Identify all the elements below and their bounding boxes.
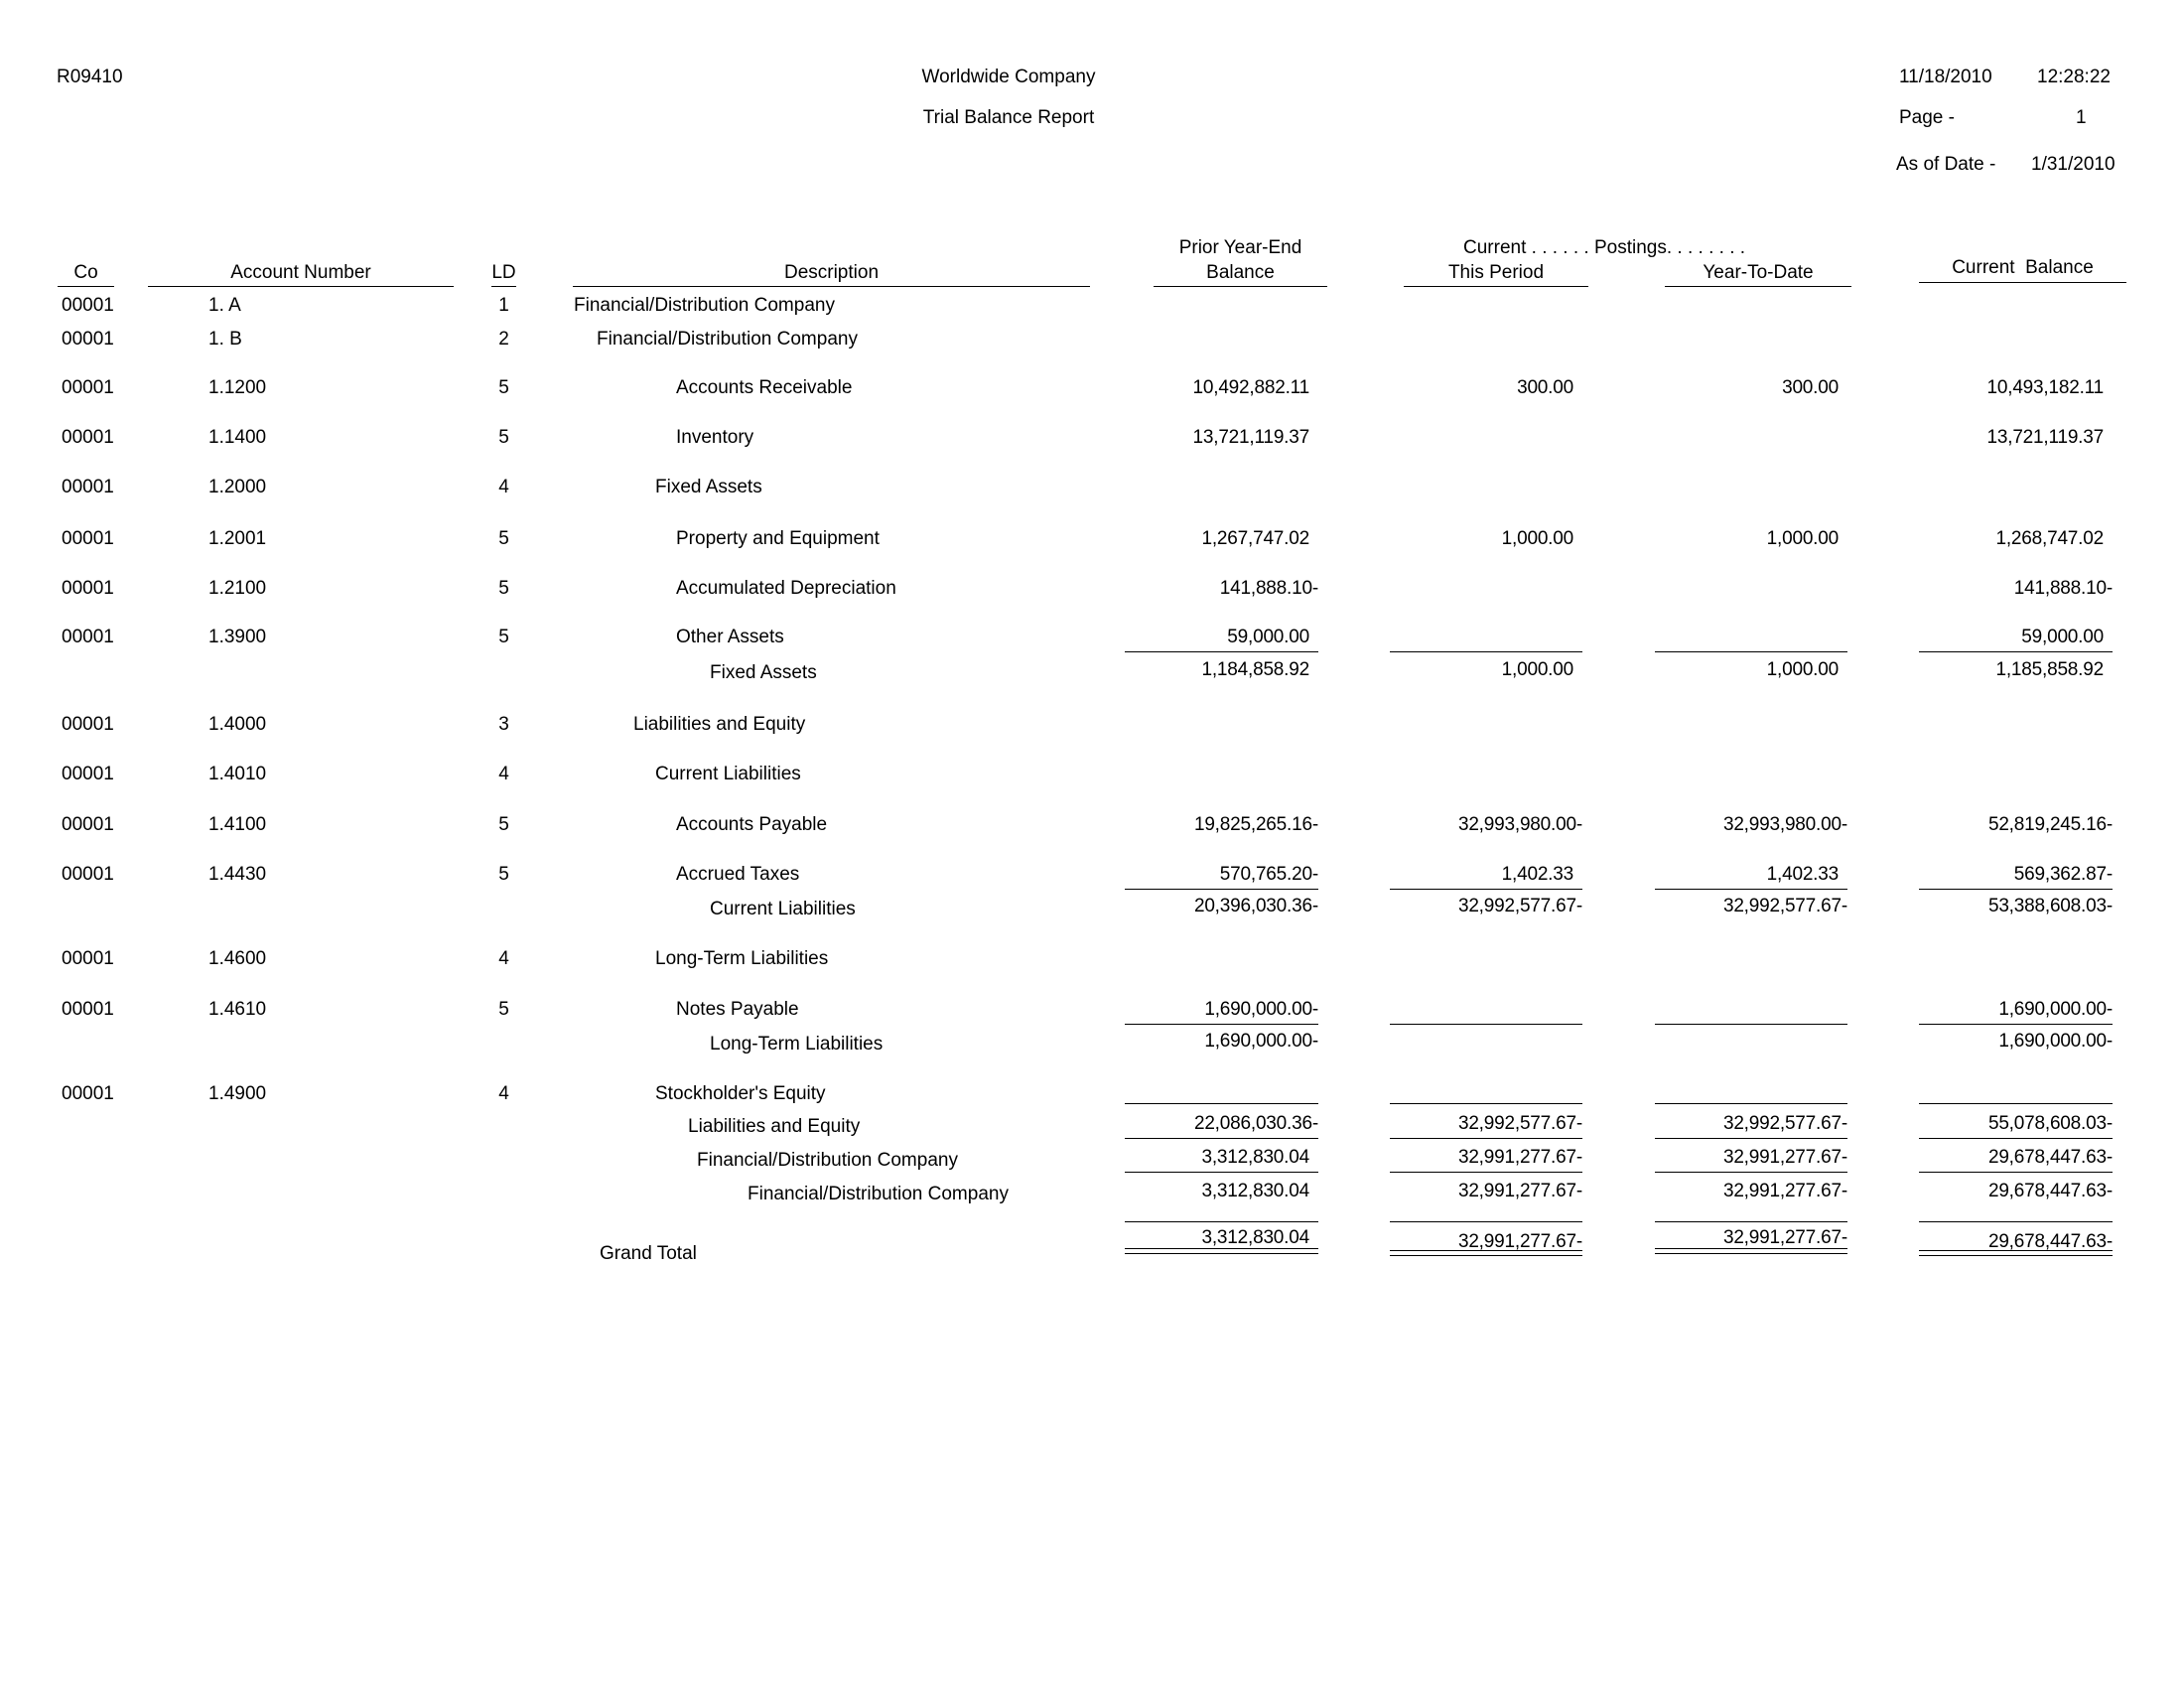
row-description: Liabilities and Equity xyxy=(633,714,806,735)
row-period-rule xyxy=(1390,651,1582,652)
print-date: 11/18/2010 xyxy=(1899,67,1992,87)
column-header-ld: LD xyxy=(491,262,516,283)
row-description: Fixed Assets xyxy=(710,662,817,683)
row-current-amount: 1,185,858.92 xyxy=(1995,659,2104,680)
column-header-this-period: This Period xyxy=(1447,262,1545,283)
row-period-rule xyxy=(1390,1024,1582,1025)
row-description: Liabilities and Equity xyxy=(688,1116,861,1137)
column-header-year-to-date-underline xyxy=(1665,286,1851,287)
grand-total-top-rule-year-to-date xyxy=(1655,1221,1847,1222)
row-period-rule xyxy=(1390,1138,1582,1139)
row-co: 00001 xyxy=(62,329,114,350)
row-prior-amount: 3,312,830.04 xyxy=(1201,1181,1309,1201)
row-description: Current Liabilities xyxy=(655,764,801,784)
row-ld: 2 xyxy=(498,329,509,350)
row-description: Property and Equipment xyxy=(676,528,880,549)
row-ytd-amount: 32,992,577.67- xyxy=(1722,1113,1847,1134)
row-period-amount: 32,991,277.67- xyxy=(1457,1181,1582,1201)
row-description: Financial/Distribution Company xyxy=(748,1184,1009,1204)
row-prior-rule-above xyxy=(1125,1103,1318,1104)
row-account-number: 1.1200 xyxy=(208,377,267,398)
row-description: Accumulated Depreciation xyxy=(676,578,896,599)
grand-total-label: Grand Total xyxy=(600,1243,697,1264)
grand-total-this-period: 32,991,277.67- xyxy=(1457,1231,1582,1252)
row-current-rule xyxy=(1919,1138,2113,1139)
row-ld: 4 xyxy=(498,948,509,969)
column-header-prior-line2: Balance xyxy=(1206,262,1275,283)
page-number: 1 xyxy=(2076,107,2087,128)
row-period-amount: 1,000.00 xyxy=(1501,528,1573,549)
row-account-number: 1. B xyxy=(208,329,242,350)
row-period-amount: 32,992,577.67- xyxy=(1457,896,1582,916)
row-ytd-rule xyxy=(1655,651,1847,652)
column-header-current-balance-underline xyxy=(1919,282,2126,283)
row-account-number: 1.3900 xyxy=(208,627,267,647)
row-account-number: 1.4430 xyxy=(208,864,267,885)
row-account-number: 1.2000 xyxy=(208,477,267,497)
row-current-amount: 53,388,608.03- xyxy=(1987,896,2113,916)
row-prior-amount: 1,690,000.00- xyxy=(1204,999,1318,1020)
row-co: 00001 xyxy=(62,1083,114,1104)
row-ytd-amount: 1,000.00 xyxy=(1766,528,1839,549)
column-header-this-period-underline xyxy=(1404,286,1588,287)
row-prior-amount: 22,086,030.36- xyxy=(1193,1113,1318,1134)
grand-total-double-rule-current xyxy=(1919,1250,2113,1256)
row-prior-amount: 1,690,000.00- xyxy=(1204,1031,1318,1052)
row-ld: 5 xyxy=(498,578,509,599)
row-ytd-rule xyxy=(1655,889,1847,890)
column-header-description: Description xyxy=(783,262,880,283)
row-period-amount: 32,993,980.00- xyxy=(1457,814,1582,835)
row-description: Financial/Distribution Company xyxy=(697,1150,958,1171)
grand-total-prior: 3,312,830.04 xyxy=(1201,1227,1309,1248)
grand-total-double-rule-this-period xyxy=(1390,1250,1582,1256)
row-ld: 5 xyxy=(498,864,509,885)
row-co: 00001 xyxy=(62,477,114,497)
row-ytd-amount: 1,402.33 xyxy=(1766,864,1839,885)
row-description: Long-Term Liabilities xyxy=(710,1034,884,1055)
column-header-current-balance: Current Balance xyxy=(1952,257,2094,278)
row-co: 00001 xyxy=(62,377,114,398)
row-co: 00001 xyxy=(62,627,114,647)
report-title: Trial Balance Report xyxy=(922,107,1095,128)
row-description: Notes Payable xyxy=(676,999,799,1020)
row-prior-amount: 141,888.10- xyxy=(1219,578,1318,599)
row-account-number: 1.4610 xyxy=(208,999,267,1020)
column-header-ld-underline xyxy=(491,286,516,287)
row-period-amount: 1,402.33 xyxy=(1501,864,1573,885)
row-prior-rule xyxy=(1125,651,1318,652)
row-co: 00001 xyxy=(62,864,114,885)
row-current-amount: 13,721,119.37 xyxy=(1986,427,2104,448)
column-header-year-to-date: Year-To-Date xyxy=(1703,262,1814,283)
row-description: Fixed Assets xyxy=(655,477,762,497)
row-current-amount: 1,690,000.00- xyxy=(1998,999,2113,1020)
row-description: Accounts Receivable xyxy=(676,377,853,398)
row-description: Long-Term Liabilities xyxy=(655,948,829,969)
row-ld: 5 xyxy=(498,627,509,647)
row-period-amount: 300.00 xyxy=(1517,377,1573,398)
row-current-amount: 29,678,447.63- xyxy=(1987,1147,2113,1168)
grand-total-top-rule-prior xyxy=(1125,1221,1318,1222)
row-prior-amount: 1,184,858.92 xyxy=(1201,659,1309,680)
row-account-number: 1.4000 xyxy=(208,714,267,735)
row-ld: 5 xyxy=(498,528,509,549)
row-current-rule xyxy=(1919,1172,2113,1173)
row-ytd-amount: 1,000.00 xyxy=(1766,659,1839,680)
row-period-amount: 1,000.00 xyxy=(1501,659,1573,680)
row-co: 00001 xyxy=(62,578,114,599)
row-co: 00001 xyxy=(62,295,114,316)
row-current-amount: 141,888.10- xyxy=(2013,578,2113,599)
row-period-amount: 32,992,577.67- xyxy=(1457,1113,1582,1134)
row-ld: 4 xyxy=(498,764,509,784)
grand-total-top-rule-current xyxy=(1919,1221,2113,1222)
row-prior-amount: 10,492,882.11 xyxy=(1192,377,1309,398)
row-ld: 1 xyxy=(498,295,509,316)
row-ytd-amount: 300.00 xyxy=(1782,377,1839,398)
grand-total-double-rule-prior xyxy=(1125,1248,1318,1254)
row-current-amount: 55,078,608.03- xyxy=(1987,1113,2113,1134)
grand-total-year-to-date: 32,991,277.67- xyxy=(1722,1227,1847,1248)
row-ld: 4 xyxy=(498,1083,509,1104)
row-ld: 5 xyxy=(498,377,509,398)
row-prior-amount: 59,000.00 xyxy=(1227,627,1309,647)
row-ytd-rule xyxy=(1655,1172,1847,1173)
row-description: Other Assets xyxy=(676,627,784,647)
row-current-rule xyxy=(1919,1024,2113,1025)
row-co: 00001 xyxy=(62,814,114,835)
row-ytd-amount: 32,991,277.67- xyxy=(1722,1147,1847,1168)
row-ytd-rule-above xyxy=(1655,1103,1847,1104)
row-description: Financial/Distribution Company xyxy=(597,329,858,350)
row-description: Accrued Taxes xyxy=(676,864,800,885)
row-prior-amount: 20,396,030.36- xyxy=(1193,896,1318,916)
row-period-rule-above xyxy=(1390,1103,1582,1104)
row-account-number: 1. A xyxy=(208,295,241,316)
row-current-amount: 59,000.00 xyxy=(2021,627,2104,647)
company-name: Worldwide Company xyxy=(921,67,1096,87)
row-account-number: 1.2100 xyxy=(208,578,267,599)
column-header-description-underline xyxy=(573,286,1090,287)
row-prior-amount: 1,267,747.02 xyxy=(1201,528,1309,549)
row-current-amount: 569,362.87- xyxy=(2013,864,2113,885)
row-co: 00001 xyxy=(62,948,114,969)
grand-total-top-rule-this-period xyxy=(1390,1221,1582,1222)
grand-total-double-rule-year-to-date xyxy=(1655,1248,1847,1254)
column-header-prior-line1: Prior Year-End xyxy=(1178,237,1302,258)
page-label: Page - xyxy=(1899,107,1955,128)
row-co: 00001 xyxy=(62,714,114,735)
column-header-account-number: Account Number xyxy=(230,262,371,283)
row-ytd-amount: 32,992,577.67- xyxy=(1722,896,1847,916)
row-ld: 5 xyxy=(498,427,509,448)
row-co: 00001 xyxy=(62,427,114,448)
column-header-postings-group: Current . . . . . . Postings. . . . . . . . xyxy=(1463,237,1746,258)
row-current-amount: 10,493,182.11 xyxy=(1986,377,2104,398)
row-current-amount: 1,690,000.00- xyxy=(1998,1031,2113,1052)
row-ld: 3 xyxy=(498,714,509,735)
row-current-rule xyxy=(1919,651,2113,652)
row-prior-amount: 19,825,265.16- xyxy=(1193,814,1318,835)
row-description: Financial/Distribution Company xyxy=(574,295,835,316)
row-description: Accounts Payable xyxy=(676,814,828,835)
row-current-amount: 29,678,447.63- xyxy=(1987,1181,2113,1201)
row-account-number: 1.4600 xyxy=(208,948,267,969)
row-account-number: 1.4010 xyxy=(208,764,267,784)
row-prior-rule xyxy=(1125,1172,1318,1173)
column-header-co: Co xyxy=(73,262,98,283)
row-ld: 5 xyxy=(498,999,509,1020)
row-account-number: 1.4100 xyxy=(208,814,267,835)
grand-total-current: 29,678,447.63- xyxy=(1987,1231,2113,1252)
row-ytd-rule xyxy=(1655,1024,1847,1025)
column-header-co-underline xyxy=(58,286,114,287)
row-co: 00001 xyxy=(62,528,114,549)
row-description: Inventory xyxy=(676,427,754,448)
row-current-amount: 52,819,245.16- xyxy=(1987,814,2113,835)
report-id: R09410 xyxy=(57,67,123,87)
row-prior-amount: 13,721,119.37 xyxy=(1192,427,1309,448)
row-co: 00001 xyxy=(62,764,114,784)
row-prior-rule xyxy=(1125,1138,1318,1139)
row-prior-rule xyxy=(1125,1024,1318,1025)
row-period-rule xyxy=(1390,1172,1582,1173)
row-current-rule-above xyxy=(1919,1103,2113,1104)
column-header-account-number-underline xyxy=(148,286,454,287)
row-ld: 4 xyxy=(498,477,509,497)
row-prior-rule xyxy=(1125,889,1318,890)
print-time: 12:28:22 xyxy=(2037,67,2111,87)
row-ld: 5 xyxy=(498,814,509,835)
row-prior-amount: 3,312,830.04 xyxy=(1201,1147,1309,1168)
row-co: 00001 xyxy=(62,999,114,1020)
row-account-number: 1.4900 xyxy=(208,1083,267,1104)
row-account-number: 1.1400 xyxy=(208,427,267,448)
row-description: Stockholder's Equity xyxy=(655,1083,826,1104)
row-account-number: 1.2001 xyxy=(208,528,267,549)
row-period-amount: 32,991,277.67- xyxy=(1457,1147,1582,1168)
column-header-prior-underline xyxy=(1154,286,1327,287)
row-ytd-amount: 32,991,277.67- xyxy=(1722,1181,1847,1201)
as-of-date: 1/31/2010 xyxy=(2031,154,2116,175)
row-prior-amount: 570,765.20- xyxy=(1219,864,1318,885)
row-current-amount: 1,268,747.02 xyxy=(1995,528,2104,549)
row-description: Current Liabilities xyxy=(710,899,856,919)
as-of-label: As of Date - xyxy=(1896,154,1996,175)
row-current-rule xyxy=(1919,889,2113,890)
row-ytd-amount: 32,993,980.00- xyxy=(1722,814,1847,835)
row-ytd-rule xyxy=(1655,1138,1847,1139)
row-period-rule xyxy=(1390,889,1582,890)
